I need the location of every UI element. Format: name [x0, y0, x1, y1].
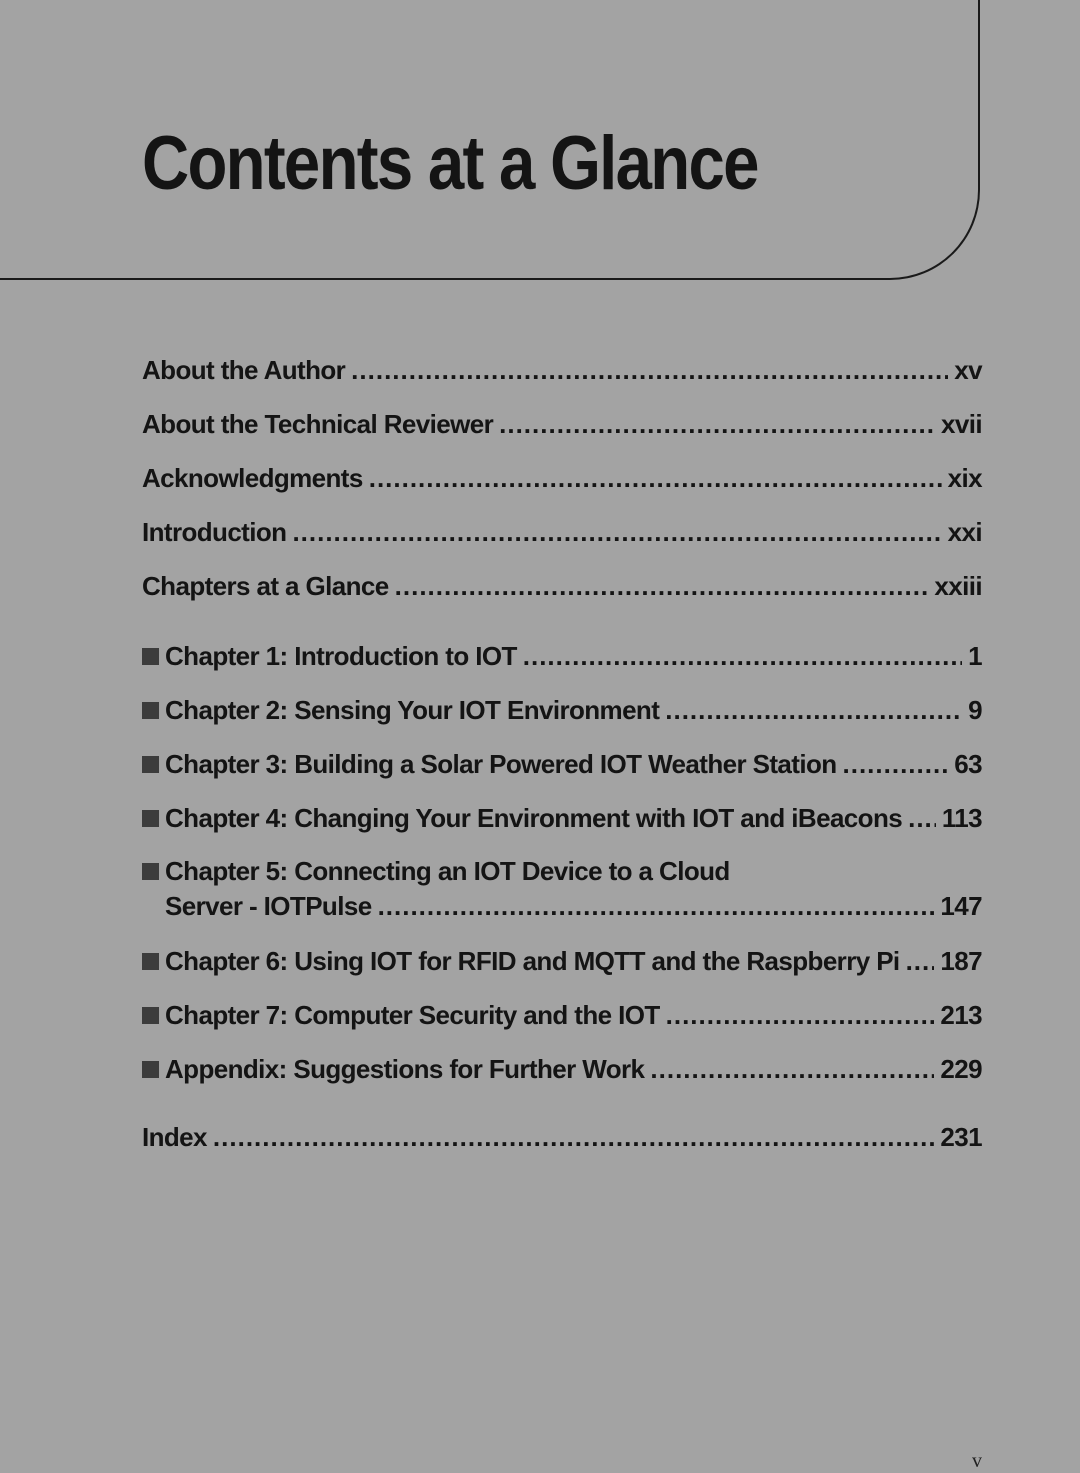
toc-entry-page: 1 — [968, 641, 982, 671]
toc-entry-label: Chapter 3: Building a Solar Powered IOT Weather Station — [165, 749, 837, 779]
toc-entry-page: xxi — [947, 517, 982, 547]
dot-leader — [213, 1119, 934, 1155]
dot-leader — [369, 460, 942, 496]
square-bullet-icon — [142, 953, 159, 970]
toc-entry-chapter-3[interactable] — [142, 746, 982, 800]
square-bullet-icon — [142, 863, 159, 880]
toc-entry-chapter-5[interactable] — [142, 854, 982, 924]
toc-entry-label: Chapter 6: Using IOT for RFID and MQTT and the Raspberry Pi — [165, 946, 900, 976]
toc-entry-chapter-1[interactable] — [142, 638, 982, 692]
toc-entry-label: Chapter 7: Computer Security and the IOT — [165, 1000, 660, 1030]
toc-entry-page: xvii — [941, 409, 982, 439]
toc-entry-chapter-6[interactable] — [142, 943, 982, 997]
dot-leader — [650, 1051, 934, 1087]
toc-entry-introduction[interactable] — [142, 514, 982, 568]
toc-entry-page: 187 — [940, 946, 982, 976]
toc-entry-page: xv — [954, 355, 982, 385]
square-bullet-icon — [142, 648, 159, 665]
dot-leader — [395, 568, 929, 604]
toc-entry-acknowledgments[interactable] — [142, 460, 982, 514]
square-bullet-icon — [142, 1061, 159, 1078]
page-title: Contents at a Glance — [142, 121, 758, 206]
toc-entry-label: About the Technical Reviewer — [142, 409, 494, 439]
square-bullet-icon — [142, 1007, 159, 1024]
toc-entry-label: Acknowledgments — [142, 463, 363, 493]
toc-entry-label: Chapter 1: Introduction to IOT — [165, 641, 517, 671]
toc-entry-chapters-at-a-glance[interactable] — [142, 568, 982, 622]
dot-leader — [908, 800, 936, 836]
toc-entry-about-author[interactable] — [142, 352, 982, 406]
toc-entry-page: 63 — [954, 749, 982, 779]
toc-entry-label: Chapter 4: Changing Your Environment with IOT and iBeacons — [165, 803, 903, 833]
dot-leader — [499, 406, 935, 442]
toc-entry-label: Chapters at a Glance — [142, 571, 389, 601]
square-bullet-icon — [142, 810, 159, 827]
toc-entry-page: 147 — [940, 891, 982, 921]
table-of-contents — [142, 352, 982, 1173]
toc-entry-page: xix — [947, 463, 982, 493]
dot-leader — [665, 692, 962, 728]
toc-entry-appendix[interactable] — [142, 1051, 982, 1105]
square-bullet-icon — [142, 756, 159, 773]
dot-leader — [906, 943, 935, 979]
dot-leader — [292, 514, 941, 550]
toc-entry-label: Index — [142, 1122, 207, 1152]
toc-entry-label-line2: Server - IOTPulse — [165, 891, 372, 921]
toc-entry-page: 229 — [940, 1054, 982, 1084]
section-gap — [142, 1105, 982, 1119]
dot-leader — [843, 746, 949, 782]
dot-leader — [523, 638, 962, 674]
toc-entry-chapter-4[interactable] — [142, 800, 982, 854]
toc-entry-page: 113 — [941, 803, 982, 833]
toc-entry-technical-reviewer[interactable] — [142, 406, 982, 460]
toc-entry-page: 213 — [940, 1000, 982, 1030]
toc-entry-label: Chapter 2: Sensing Your IOT Environment — [165, 695, 660, 725]
toc-entry-label: Introduction — [142, 517, 287, 547]
toc-entry-page: 9 — [968, 695, 982, 725]
toc-entry-chapter-2[interactable] — [142, 692, 982, 746]
section-gap — [142, 622, 982, 638]
toc-entry-label-line1: Chapter 5: Connecting an IOT Device to a Cloud — [165, 856, 730, 886]
dot-leader — [378, 889, 935, 924]
toc-entry-page: 231 — [940, 1122, 982, 1152]
dot-leader — [351, 352, 948, 388]
dot-leader — [666, 997, 935, 1033]
toc-entry-page: xxiii — [934, 571, 982, 601]
toc-entry-index[interactable] — [142, 1119, 982, 1173]
toc-entry-label: About the Author — [142, 355, 346, 385]
square-bullet-icon — [142, 702, 159, 719]
page-number: v — [972, 1450, 982, 1472]
toc-entry-chapter-7[interactable] — [142, 997, 982, 1051]
toc-entry-label: Appendix: Suggestions for Further Work — [165, 1054, 645, 1084]
